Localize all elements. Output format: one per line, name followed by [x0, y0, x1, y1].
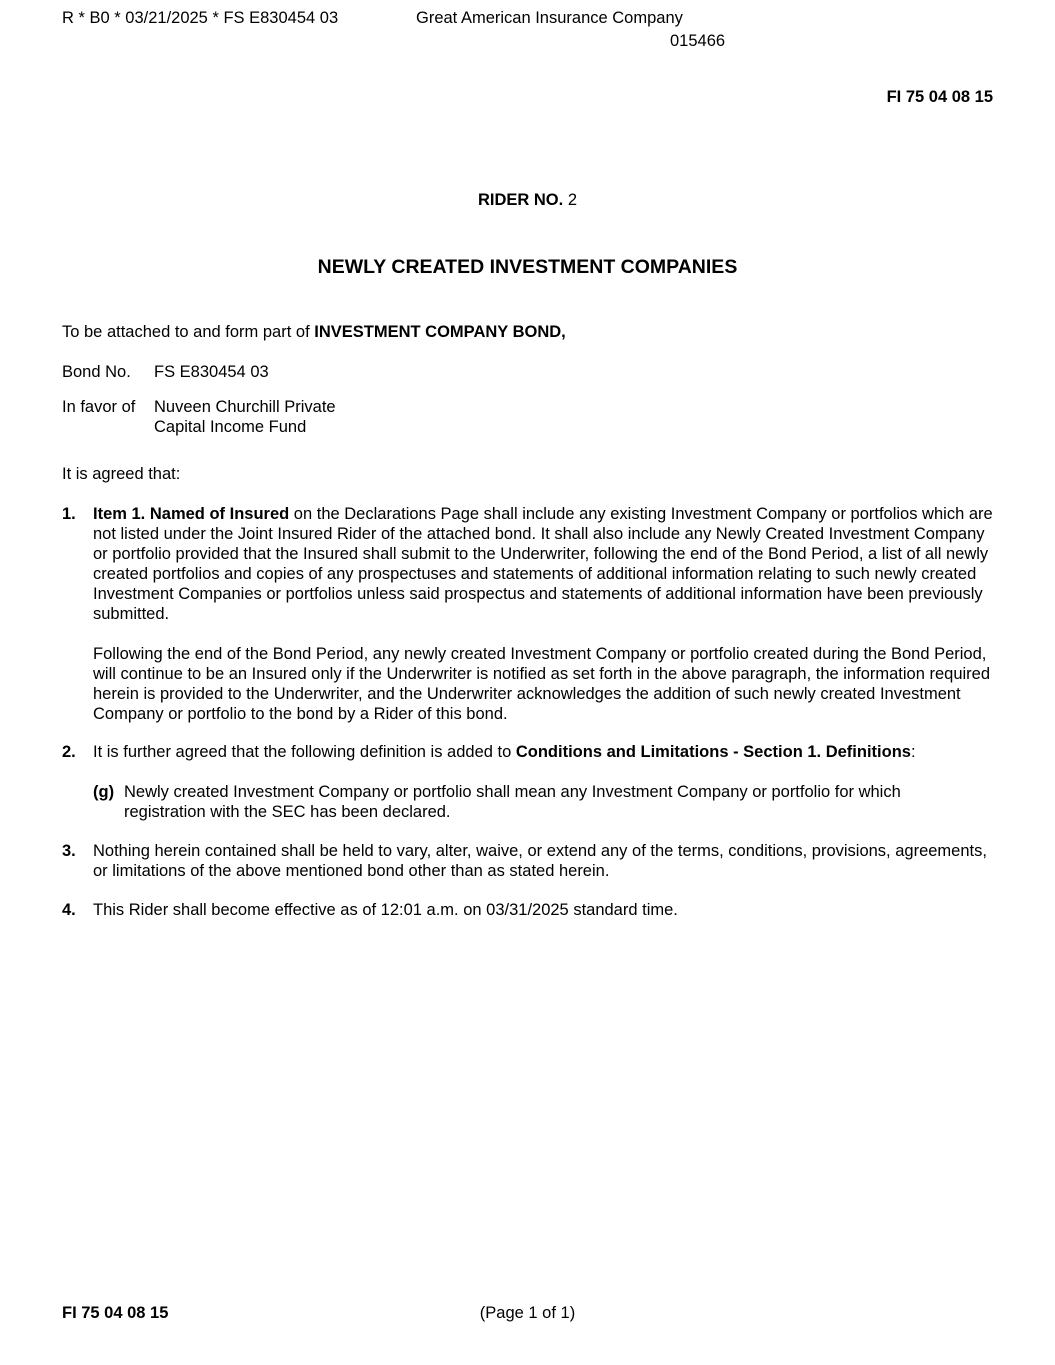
- clause-1-lead: Item 1. Named of Insured: [93, 505, 290, 523]
- clause-4: [62, 900, 994, 920]
- definition-label: (g): [93, 783, 115, 801]
- clause-1-paragraph-2: Following the end of the Bond Period, any newly created Investment Company or portfolio created during the Bond Period, will continue to be an Insured only if the Underwriter is notified as set forth in the above paragraph, the information required herein is provided to the Underwriter, and the Underwriter acknowledges the addition of such newly created Investment Company or portfolio to the bond by a Rider of this bond.: [93, 645, 991, 723]
- agreed-statement: It is agreed that:: [62, 465, 181, 483]
- clause-1-body: on the Declarations Page shall include any existing Investment Company or portfolios which are not listed under the Joint Insured Rider of the attached bond. It shall also include any Newly Created Investment Company or portfolio provided that the Insured shall submit to the Underwriter, following the end of the Bond Period, a list of all newly created portfolios and copies of any prospectuses and statements of additional information relating to such newly created Investment Companies or portfolios unless said prospectus and statements of additional information have been previously submitted.: [93, 505, 993, 623]
- company-code: 015466: [670, 32, 726, 50]
- company-name: Great American Insurance Company: [416, 9, 683, 27]
- clause-1: [62, 504, 994, 724]
- clause-2-body: It is further agreed that the following definition is added to: [93, 743, 516, 761]
- favor-label: In favor of: [62, 398, 136, 416]
- clause-number: 1.: [62, 505, 76, 523]
- clause-number: 4.: [62, 901, 76, 919]
- insured-name: [154, 397, 336, 437]
- bond-no-label: Bond No.: [62, 363, 131, 381]
- bond-no-value: FS E830454 03: [154, 363, 269, 381]
- clause-2-section-ref: Conditions and Limitations - Section 1. Definitions: [515, 743, 911, 761]
- clause-2-text: [93, 742, 994, 762]
- rider-number-value: 2: [567, 191, 578, 209]
- definition-g: [93, 782, 953, 822]
- rider-number: [0, 190, 1055, 210]
- page-indicator: (Page 1 of 1): [479, 1304, 576, 1322]
- attachment-line: [62, 322, 566, 342]
- bond-type: INVESTMENT COMPANY BOND,: [314, 323, 566, 341]
- clause-1-text: [93, 504, 994, 624]
- clause-3-text: Nothing herein contained shall be held to vary, alter, waive, or extend any of the terms, conditions, provisions, agreements, or limitations of the above mentioned bond other than as stated herein.: [93, 842, 987, 880]
- insured-name-line-2: Capital Income Fund: [154, 418, 307, 436]
- document-title: NEWLY CREATED INVESTMENT COMPANIES: [317, 256, 738, 278]
- attachment-prefix: To be attached to and form part of: [62, 323, 315, 341]
- clause-3: [62, 841, 994, 881]
- form-number-footer: FI 75 04 08 15: [62, 1304, 169, 1322]
- definition-text: Newly created Investment Company or portfolio shall mean any Investment Company or portfolio for which registration with the SEC has been declared.: [124, 783, 901, 821]
- clause-number: 2.: [62, 743, 76, 761]
- clause-2: [62, 742, 994, 762]
- insured-name-line-1: Nuveen Churchill Private: [154, 398, 336, 416]
- form-number-header: FI 75 04 08 15: [886, 88, 993, 106]
- clause-number: 3.: [62, 842, 76, 860]
- rider-label: RIDER NO.: [477, 191, 564, 209]
- clause-4-text: This Rider shall become effective as of 12:01 a.m. on 03/31/2025 standard time.: [93, 901, 678, 919]
- clause-2-colon: :: [910, 743, 916, 761]
- control-line: R * B0 * 03/21/2025 * FS E830454 03: [62, 9, 339, 27]
